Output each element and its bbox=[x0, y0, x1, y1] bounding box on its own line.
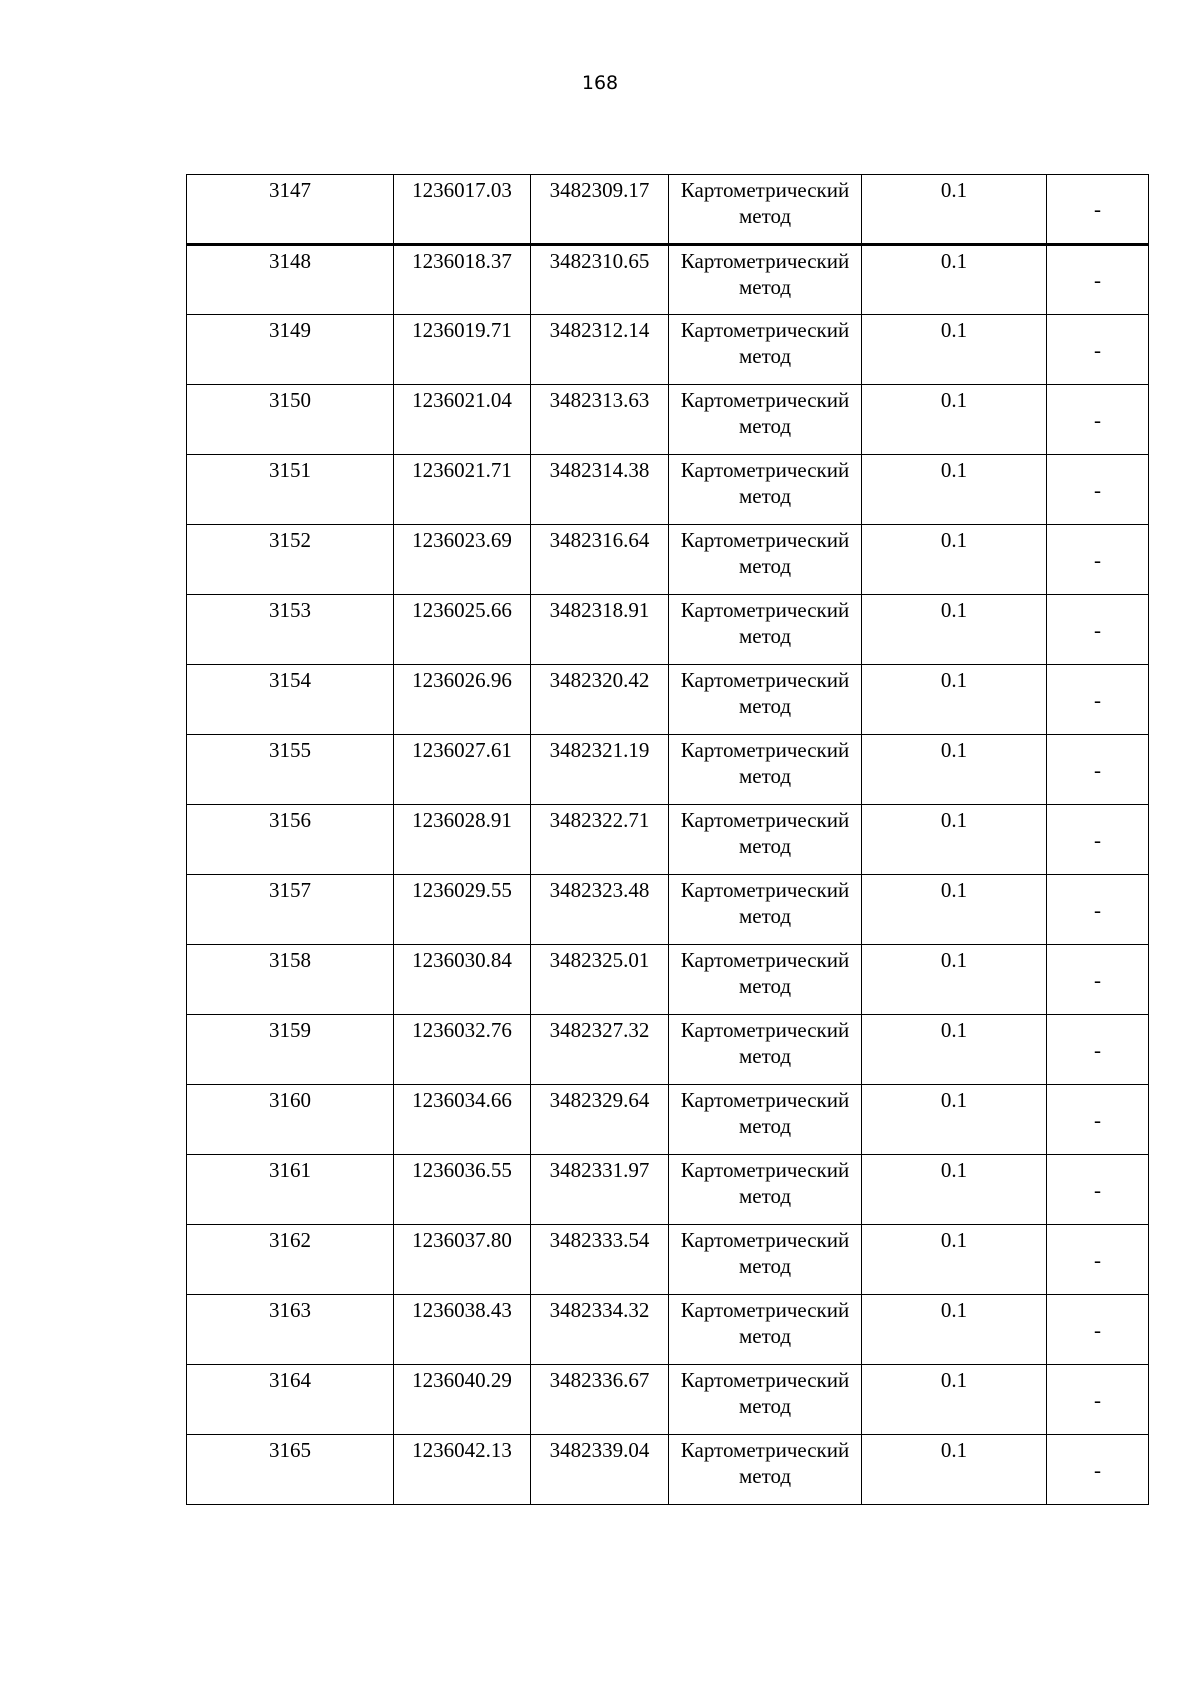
method-line-2: метод bbox=[738, 484, 792, 508]
x-coordinate-cell: 1236036.55 bbox=[394, 1155, 531, 1225]
method-line-2: метод bbox=[738, 624, 792, 648]
table-row bbox=[187, 875, 1149, 945]
y-coordinate-cell: 3482318.91 bbox=[531, 595, 669, 665]
accuracy-cell: 0.1 bbox=[862, 525, 1047, 595]
y-coordinate-cell: 3482339.04 bbox=[531, 1435, 669, 1505]
accuracy-cell: 0.1 bbox=[862, 1155, 1047, 1225]
note-cell: - bbox=[1047, 315, 1149, 385]
method-line-1: Картометрический bbox=[680, 1088, 850, 1112]
accuracy-cell: 0.1 bbox=[862, 1295, 1047, 1365]
table-row bbox=[187, 1155, 1149, 1225]
method-line-1: Картометрический bbox=[680, 1438, 850, 1462]
y-coordinate-cell: 3482321.19 bbox=[531, 735, 669, 805]
x-coordinate-cell: 1236042.13 bbox=[394, 1435, 531, 1505]
method-line-1: Картометрический bbox=[680, 1018, 850, 1042]
x-coordinate-cell: 1236032.76 bbox=[394, 1015, 531, 1085]
method-line-1: Картометрический bbox=[680, 598, 850, 622]
method-cell bbox=[669, 1365, 862, 1435]
method-cell bbox=[669, 245, 862, 315]
point-number-cell: 3160 bbox=[187, 1085, 394, 1155]
x-coordinate-cell: 1236021.71 bbox=[394, 455, 531, 525]
y-coordinate-cell: 3482323.48 bbox=[531, 875, 669, 945]
y-coordinate-cell: 3482327.32 bbox=[531, 1015, 669, 1085]
point-number-cell: 3158 bbox=[187, 945, 394, 1015]
x-coordinate-cell: 1236019.71 bbox=[394, 315, 531, 385]
point-number-cell: 3165 bbox=[187, 1435, 394, 1505]
table-row bbox=[187, 1295, 1149, 1365]
note-cell: - bbox=[1047, 665, 1149, 735]
note-cell: - bbox=[1047, 945, 1149, 1015]
note-cell: - bbox=[1047, 1225, 1149, 1295]
note-cell: - bbox=[1047, 175, 1149, 245]
note-cell: - bbox=[1047, 455, 1149, 525]
method-line-2: метод bbox=[738, 1254, 792, 1278]
method-line-2: метод bbox=[738, 974, 792, 998]
y-coordinate-cell: 3482316.64 bbox=[531, 525, 669, 595]
x-coordinate-cell: 1236038.43 bbox=[394, 1295, 531, 1365]
method-line-1: Картометрический bbox=[680, 1228, 850, 1252]
accuracy-cell: 0.1 bbox=[862, 1085, 1047, 1155]
y-coordinate-cell: 3482320.42 bbox=[531, 665, 669, 735]
method-line-1: Картометрический bbox=[680, 808, 850, 832]
method-cell bbox=[669, 315, 862, 385]
accuracy-cell: 0.1 bbox=[862, 805, 1047, 875]
method-line-1: Картометрический bbox=[680, 1298, 850, 1322]
table-row bbox=[187, 315, 1149, 385]
accuracy-cell: 0.1 bbox=[862, 1365, 1047, 1435]
method-line-1: Картометрический bbox=[680, 948, 850, 972]
accuracy-cell: 0.1 bbox=[862, 1015, 1047, 1085]
note-cell: - bbox=[1047, 245, 1149, 315]
method-cell bbox=[669, 175, 862, 245]
method-cell bbox=[669, 945, 862, 1015]
point-number-cell: 3163 bbox=[187, 1295, 394, 1365]
note-cell: - bbox=[1047, 1155, 1149, 1225]
y-coordinate-cell: 3482322.71 bbox=[531, 805, 669, 875]
table-row bbox=[187, 665, 1149, 735]
method-line-2: метод bbox=[738, 344, 792, 368]
coordinates-table bbox=[186, 174, 1149, 1505]
method-line-2: метод bbox=[738, 204, 792, 228]
x-coordinate-cell: 1236034.66 bbox=[394, 1085, 531, 1155]
method-cell bbox=[669, 1225, 862, 1295]
method-line-2: метод bbox=[738, 414, 792, 438]
point-number-cell: 3152 bbox=[187, 525, 394, 595]
note-cell: - bbox=[1047, 1015, 1149, 1085]
y-coordinate-cell: 3482329.64 bbox=[531, 1085, 669, 1155]
table-row bbox=[187, 245, 1149, 315]
x-coordinate-cell: 1236027.61 bbox=[394, 735, 531, 805]
y-coordinate-cell: 3482334.32 bbox=[531, 1295, 669, 1365]
y-coordinate-cell: 3482310.65 bbox=[531, 245, 669, 315]
method-cell bbox=[669, 665, 862, 735]
table-row bbox=[187, 175, 1149, 245]
accuracy-cell: 0.1 bbox=[862, 385, 1047, 455]
point-number-cell: 3150 bbox=[187, 385, 394, 455]
accuracy-cell: 0.1 bbox=[862, 875, 1047, 945]
method-cell bbox=[669, 385, 862, 455]
y-coordinate-cell: 3482331.97 bbox=[531, 1155, 669, 1225]
method-cell bbox=[669, 1295, 862, 1365]
point-number-cell: 3155 bbox=[187, 735, 394, 805]
method-line-1: Картометрический bbox=[680, 318, 850, 342]
method-line-2: метод bbox=[738, 275, 792, 299]
method-line-1: Картометрический bbox=[680, 249, 850, 273]
table-row bbox=[187, 1015, 1149, 1085]
x-coordinate-cell: 1236040.29 bbox=[394, 1365, 531, 1435]
accuracy-cell: 0.1 bbox=[862, 175, 1047, 245]
method-line-2: метод bbox=[738, 1114, 792, 1138]
method-line-2: метод bbox=[738, 1044, 792, 1068]
point-number-cell: 3157 bbox=[187, 875, 394, 945]
point-number-cell: 3161 bbox=[187, 1155, 394, 1225]
note-cell: - bbox=[1047, 1295, 1149, 1365]
y-coordinate-cell: 3482309.17 bbox=[531, 175, 669, 245]
y-coordinate-cell: 3482336.67 bbox=[531, 1365, 669, 1435]
page-number: 168 bbox=[581, 72, 619, 94]
method-line-1: Картометрический bbox=[680, 1158, 850, 1182]
method-line-2: метод bbox=[738, 904, 792, 928]
method-cell bbox=[669, 1085, 862, 1155]
point-number-cell: 3148 bbox=[187, 245, 394, 315]
method-cell bbox=[669, 525, 862, 595]
method-line-1: Картометрический bbox=[680, 1368, 850, 1392]
accuracy-cell: 0.1 bbox=[862, 1435, 1047, 1505]
note-cell: - bbox=[1047, 805, 1149, 875]
point-number-cell: 3162 bbox=[187, 1225, 394, 1295]
point-number-cell: 3149 bbox=[187, 315, 394, 385]
method-line-2: метод bbox=[738, 834, 792, 858]
x-coordinate-cell: 1236028.91 bbox=[394, 805, 531, 875]
accuracy-cell: 0.1 bbox=[862, 735, 1047, 805]
x-coordinate-cell: 1236017.03 bbox=[394, 175, 531, 245]
note-cell: - bbox=[1047, 875, 1149, 945]
table-row bbox=[187, 455, 1149, 525]
table-row bbox=[187, 1435, 1149, 1505]
method-line-2: метод bbox=[738, 1184, 792, 1208]
y-coordinate-cell: 3482312.14 bbox=[531, 315, 669, 385]
x-coordinate-cell: 1236018.37 bbox=[394, 245, 531, 315]
method-cell bbox=[669, 595, 862, 665]
method-cell bbox=[669, 805, 862, 875]
method-line-1: Картометрический bbox=[680, 528, 850, 552]
note-cell: - bbox=[1047, 1085, 1149, 1155]
accuracy-cell: 0.1 bbox=[862, 595, 1047, 665]
method-line-1: Картометрический bbox=[680, 178, 850, 202]
method-cell bbox=[669, 735, 862, 805]
table-row bbox=[187, 735, 1149, 805]
method-line-2: метод bbox=[738, 764, 792, 788]
method-line-1: Картометрический bbox=[680, 458, 850, 482]
method-line-2: метод bbox=[738, 1324, 792, 1348]
point-number-cell: 3164 bbox=[187, 1365, 394, 1435]
point-number-cell: 3153 bbox=[187, 595, 394, 665]
method-line-2: метод bbox=[738, 554, 792, 578]
method-line-2: метод bbox=[738, 694, 792, 718]
note-cell: - bbox=[1047, 595, 1149, 665]
table-row bbox=[187, 525, 1149, 595]
x-coordinate-cell: 1236037.80 bbox=[394, 1225, 531, 1295]
note-cell: - bbox=[1047, 735, 1149, 805]
table-row bbox=[187, 945, 1149, 1015]
x-coordinate-cell: 1236023.69 bbox=[394, 525, 531, 595]
table-row bbox=[187, 805, 1149, 875]
method-line-1: Картометрический bbox=[680, 738, 850, 762]
x-coordinate-cell: 1236025.66 bbox=[394, 595, 531, 665]
y-coordinate-cell: 3482333.54 bbox=[531, 1225, 669, 1295]
y-coordinate-cell: 3482325.01 bbox=[531, 945, 669, 1015]
table-row bbox=[187, 1085, 1149, 1155]
table-row bbox=[187, 1225, 1149, 1295]
accuracy-cell: 0.1 bbox=[862, 945, 1047, 1015]
x-coordinate-cell: 1236030.84 bbox=[394, 945, 531, 1015]
point-number-cell: 3159 bbox=[187, 1015, 394, 1085]
note-cell: - bbox=[1047, 1365, 1149, 1435]
x-coordinate-cell: 1236026.96 bbox=[394, 665, 531, 735]
method-line-1: Картометрический bbox=[680, 668, 850, 692]
method-line-1: Картометрический bbox=[680, 878, 850, 902]
x-coordinate-cell: 1236021.04 bbox=[394, 385, 531, 455]
note-cell: - bbox=[1047, 525, 1149, 595]
point-number-cell: 3156 bbox=[187, 805, 394, 875]
method-cell bbox=[669, 1155, 862, 1225]
note-cell: - bbox=[1047, 1435, 1149, 1505]
method-cell bbox=[669, 1015, 862, 1085]
y-coordinate-cell: 3482314.38 bbox=[531, 455, 669, 525]
accuracy-cell: 0.1 bbox=[862, 245, 1047, 315]
table-body bbox=[187, 175, 1149, 1505]
x-coordinate-cell: 1236029.55 bbox=[394, 875, 531, 945]
method-cell bbox=[669, 455, 862, 525]
accuracy-cell: 0.1 bbox=[862, 455, 1047, 525]
method-cell bbox=[669, 1435, 862, 1505]
table-row bbox=[187, 595, 1149, 665]
method-line-1: Картометрический bbox=[680, 388, 850, 412]
point-number-cell: 3151 bbox=[187, 455, 394, 525]
y-coordinate-cell: 3482313.63 bbox=[531, 385, 669, 455]
table-row bbox=[187, 1365, 1149, 1435]
accuracy-cell: 0.1 bbox=[862, 1225, 1047, 1295]
point-number-cell: 3154 bbox=[187, 665, 394, 735]
table-row bbox=[187, 385, 1149, 455]
accuracy-cell: 0.1 bbox=[862, 315, 1047, 385]
method-line-2: метод bbox=[738, 1464, 792, 1488]
method-line-2: метод bbox=[738, 1394, 792, 1418]
method-cell bbox=[669, 875, 862, 945]
point-number-cell: 3147 bbox=[187, 175, 394, 245]
note-cell: - bbox=[1047, 385, 1149, 455]
accuracy-cell: 0.1 bbox=[862, 665, 1047, 735]
